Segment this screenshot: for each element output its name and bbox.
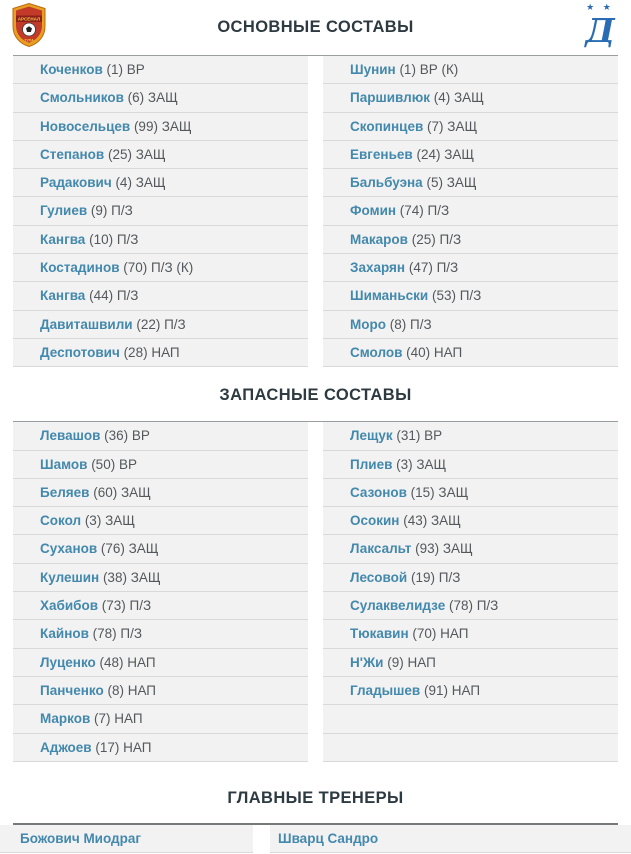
player-name-link[interactable]: Лесовой [350, 569, 408, 585]
player-number-position: (7) НАП [90, 711, 143, 727]
player-row [13, 311, 308, 339]
player-number-position: (60) ЗАЩ [89, 484, 151, 500]
empty-row [323, 705, 618, 733]
player-row [323, 169, 618, 197]
player-number-position: (50) ВР [87, 456, 137, 472]
player-name-link[interactable]: Захарян [350, 260, 406, 276]
player-number-position: (6) ЗАЩ [123, 90, 178, 106]
player-row [323, 649, 618, 677]
player-name-link[interactable]: Давиташвили [40, 316, 133, 332]
player-row [13, 592, 308, 620]
player-name-link[interactable]: Сокол [40, 513, 82, 529]
player-row [13, 422, 308, 450]
player-name-link[interactable]: Смольников [40, 90, 124, 106]
player-row [13, 339, 308, 367]
player-row [323, 451, 618, 479]
main-lineups-header [0, 0, 631, 55]
player-number-position: (76) ЗАЩ [97, 541, 159, 557]
player-name-link[interactable]: Лещук [350, 428, 393, 444]
arsenal-tula-logo-icon [12, 3, 46, 52]
player-number-position: (3) ЗАЩ [81, 513, 135, 529]
player-row [13, 84, 308, 112]
player-row [323, 592, 618, 620]
player-row [13, 141, 308, 169]
player-number-position: (19) П/З [407, 569, 461, 585]
player-name-link[interactable]: Кулешин [40, 569, 100, 585]
player-row [323, 141, 618, 169]
player-number-position: (8) НАП [103, 682, 157, 698]
player-number-position: (53) П/З [428, 288, 482, 304]
player-name-link[interactable]: Луценко [40, 654, 96, 670]
player-row [13, 564, 308, 592]
section-title-substitutes: ЗАПАСНЫЕ СОСТАВЫ [219, 386, 412, 405]
main-home-column [13, 56, 308, 367]
player-name-link[interactable]: Скопинцев [350, 118, 424, 134]
player-row [323, 197, 618, 225]
player-name-link[interactable]: Гладышев [350, 682, 421, 698]
player-row [323, 84, 618, 112]
player-name-link[interactable]: Фомин [350, 203, 397, 219]
empty-row [323, 734, 618, 762]
player-row [323, 226, 618, 254]
svg-text:АРСЕНАЛ: АРСЕНАЛ [17, 16, 41, 22]
player-name-link[interactable]: Панченко [40, 682, 104, 698]
player-number-position: (28) НАП [119, 344, 180, 360]
player-row [13, 649, 308, 677]
player-number-position: (9) НАП [383, 654, 436, 670]
player-number-position: (3) ЗАЩ [392, 456, 447, 472]
player-name-link[interactable]: Беляев [40, 484, 90, 500]
player-name-link[interactable]: Лаксальт [350, 541, 412, 557]
subs-home-column [13, 422, 308, 762]
player-number-position: (74) П/З [396, 203, 450, 219]
player-number-position: (40) НАП [402, 344, 463, 360]
player-row [13, 734, 308, 762]
player-name-link[interactable]: Смолов [350, 344, 403, 360]
player-number-position: (70) П/З (К) [119, 260, 194, 276]
section-title-head-coaches: ГЛАВНЫЕ ТРЕНЕРЫ [227, 788, 404, 807]
player-number-position: (1) ВР [102, 62, 145, 77]
player-name-link[interactable]: Бальбуэна [350, 175, 423, 191]
player-number-position: (25) П/З [407, 231, 462, 247]
player-number-position: (99) ЗАЩ [130, 118, 192, 134]
player-name-link[interactable]: Паршивлюк [350, 90, 430, 106]
player-row [13, 226, 308, 254]
player-name-link[interactable]: Макаров [350, 231, 408, 247]
player-name-link[interactable]: Сазонов [350, 484, 407, 500]
player-number-position: (44) П/З [85, 288, 139, 304]
player-row [13, 677, 308, 705]
coaches-column-gap [253, 825, 270, 853]
subs-away-column [323, 422, 618, 762]
player-row [323, 507, 618, 535]
player-row [323, 113, 618, 141]
player-name-link[interactable]: Н'Жи [350, 654, 384, 670]
player-name-link[interactable]: Радакович [40, 175, 112, 191]
player-row [13, 705, 308, 733]
player-number-position: (78) П/З [88, 626, 143, 642]
player-row [323, 677, 618, 705]
player-number-position: (10) П/З [85, 231, 139, 247]
player-row [13, 620, 308, 648]
player-row [323, 564, 618, 592]
player-number-position: (70) НАП [408, 626, 469, 642]
player-name-link[interactable]: Деспотович [40, 344, 120, 360]
player-row [323, 282, 618, 310]
player-number-position: (47) П/З [405, 260, 459, 276]
player-number-position: (78) П/З [445, 598, 499, 614]
player-number-position: (7) ЗАЩ [423, 118, 478, 134]
player-name-link[interactable]: Костадинов [40, 260, 120, 276]
player-row [323, 479, 618, 507]
main-lineups-table [13, 55, 618, 367]
player-row [13, 197, 308, 225]
player-row [323, 56, 618, 84]
player-row [13, 451, 308, 479]
player-number-position: (25) ЗАЩ [104, 146, 166, 162]
player-row [13, 535, 308, 563]
player-number-position: (9) П/З [87, 203, 133, 219]
dynamo-stars-icon: ★ ★ [586, 2, 614, 12]
player-row [13, 479, 308, 507]
player-name-link[interactable]: Шунин [350, 62, 396, 77]
player-name-link[interactable]: Марков [40, 711, 91, 727]
player-number-position: (48) НАП [95, 654, 156, 670]
player-name-link[interactable]: Хабибов [40, 598, 99, 614]
player-name-link[interactable]: Евгеньев [350, 146, 413, 162]
player-row [13, 113, 308, 141]
substitutes-table [13, 421, 618, 762]
away-coach-cell [270, 825, 631, 853]
section-title-main-lineups: ОСНОВНЫЕ СОСТАВЫ [217, 18, 414, 36]
dynamo-letter-icon: Д [585, 11, 615, 50]
player-name-link[interactable]: Шамов [40, 456, 88, 472]
player-number-position: (15) ЗАЩ [406, 484, 469, 500]
home-coach-name-link[interactable]: Божович Миодраг [20, 830, 141, 846]
player-name-link[interactable]: Левашов [40, 428, 101, 444]
player-name-link[interactable]: Шиманьски [350, 288, 429, 304]
svg-text:ТУЛА: ТУЛА [24, 38, 34, 43]
player-row [323, 311, 618, 339]
player-number-position: (43) ЗАЩ [399, 513, 461, 529]
arsenal-crest-icon [12, 3, 46, 47]
player-row [323, 535, 618, 563]
player-row [323, 339, 618, 367]
player-number-position: (22) П/З [132, 316, 186, 332]
away-coach-name-link[interactable]: Шварц Сандро [278, 830, 379, 846]
player-row [13, 56, 308, 84]
player-name-link[interactable]: Степанов [40, 146, 105, 162]
player-row [323, 254, 618, 282]
player-number-position: (91) НАП [420, 682, 481, 698]
player-name-link[interactable]: Сулаквелидзе [350, 598, 446, 614]
player-name-link[interactable]: Аджоев [40, 739, 92, 755]
player-number-position: (4) ЗАЩ [111, 175, 166, 191]
player-name-link[interactable]: Кайнов [40, 626, 89, 642]
player-number-position: (4) ЗАЩ [430, 90, 484, 106]
player-name-link[interactable]: Кангва [40, 288, 86, 304]
main-away-column [323, 56, 618, 367]
player-name-link[interactable]: Суханов [40, 541, 98, 557]
dynamo-moscow-logo-icon [582, 3, 618, 48]
player-name-link[interactable]: Тюкавин [350, 626, 409, 642]
player-number-position: (36) ВР [100, 428, 150, 444]
player-row [13, 169, 308, 197]
player-row [323, 620, 618, 648]
player-number-position: (24) ЗАЩ [412, 146, 475, 162]
player-name-link[interactable]: Моро [350, 316, 386, 332]
player-number-position: (8) П/З [386, 316, 432, 332]
player-number-position: (5) ЗАЩ [422, 175, 477, 191]
player-number-position: (93) ЗАЩ [411, 541, 473, 557]
player-name-link[interactable]: Кангва [40, 231, 86, 247]
player-row [13, 254, 308, 282]
player-row [13, 282, 308, 310]
player-number-position: (31) ВР [392, 428, 443, 444]
player-name-link[interactable]: Коченков [40, 62, 103, 77]
player-name-link[interactable]: Новосельцев [40, 118, 131, 134]
player-number-position: (38) ЗАЩ [99, 569, 161, 585]
player-row [13, 507, 308, 535]
player-number-position: (17) НАП [91, 739, 152, 755]
player-row [323, 422, 618, 450]
player-name-link[interactable]: Плиев [350, 456, 393, 472]
player-number-position: (1) ВР (К) [395, 62, 459, 77]
player-name-link[interactable]: Гулиев [40, 203, 88, 219]
player-name-link[interactable]: Осокин [350, 513, 400, 529]
player-number-position: (73) П/З [98, 598, 152, 614]
coaches-table [0, 825, 631, 853]
home-coach-cell [0, 825, 253, 853]
